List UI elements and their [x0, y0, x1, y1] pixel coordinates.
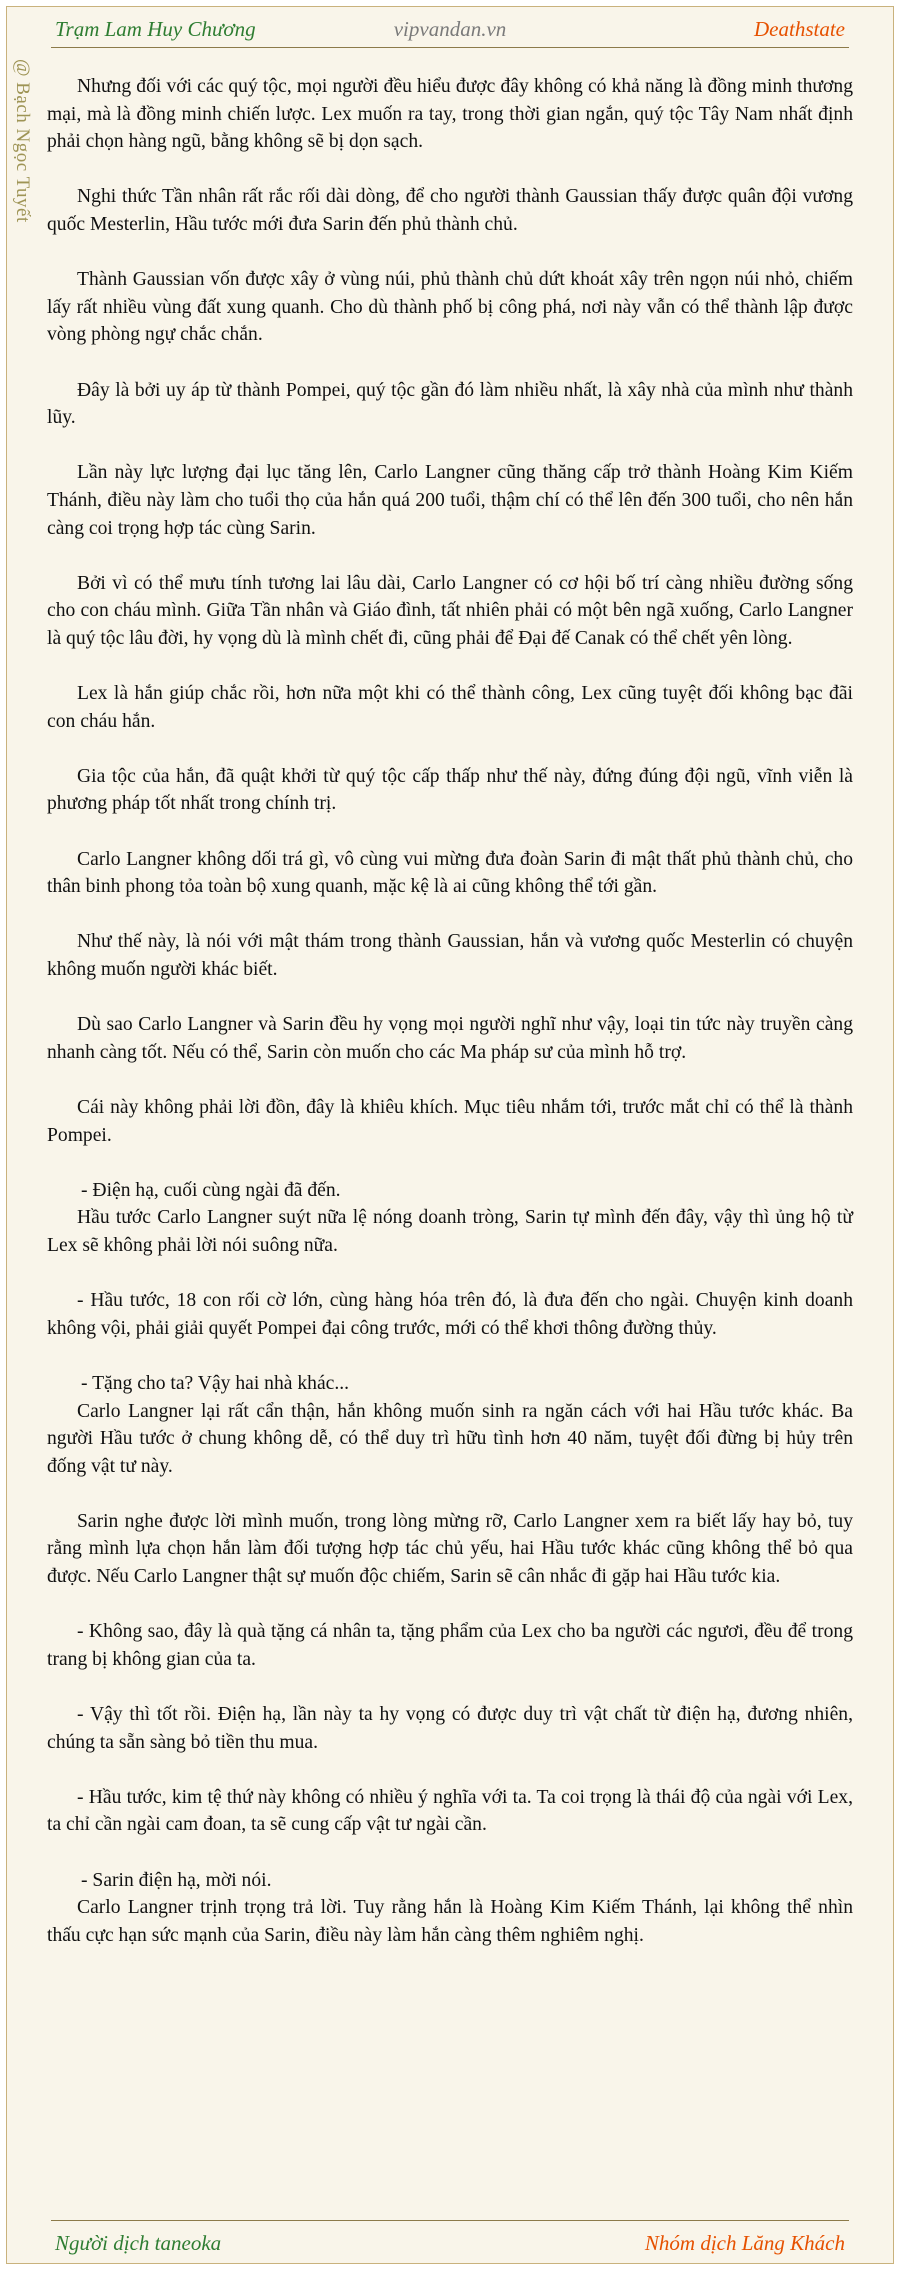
- header-right-title: Deathstate: [754, 17, 845, 41]
- paragraph: - Hầu tước, 18 con rối cờ lớn, cùng hàng hóa trên đó, là đưa đến cho ngài. Chuyện kinh doanh không vội, phải giải quyết Pompei đại công trước, mới có thể khơi thông đường thủy.: [47, 1290, 853, 1339]
- paragraph: - Vậy thì tốt rồi. Điện hạ, lần này ta hy vọng có được duy trì vật chất từ điện hạ, đương nhiên, chúng ta sẵn sàng bỏ tiền thu mua.: [47, 1704, 853, 1753]
- chapter-text: [47, 73, 853, 1977]
- paragraph: Lần này lực lượng đại lục tăng lên, Carlo Langner cũng thăng cấp trở thành Hoàng Kim Kiếm Thánh, điều này làm cho tuổi thọ của hắn quá 200 tuổi, thậm chí có thể lên đến 300 tuổi, cho nên hắn càng coi trọng hợp tác cùng Sarin.: [47, 462, 853, 539]
- paragraph: Nhưng đối với các quý tộc, mọi người đều hiểu được đây không có khả năng là đồng minh thương mại, mà là đồng minh chiến lược. Lex muốn ra tay, trong thời gian ngắn, quý tộc Tây Nam nhất định phải chọn hàng ngũ, bằng không sẽ bị dọn sạch.: [47, 76, 853, 153]
- paragraph: Đây là bởi uy áp từ thành Pompei, quý tộc gần đó làm nhiều nhất, là xây nhà của mình như thành lũy.: [47, 379, 853, 429]
- footer-translator: Người dịch taneoka: [55, 2231, 222, 2255]
- paragraph: Nghi thức Tần nhân rất rắc rối dài dòng, để cho người thành Gaussian thấy được quân đội vương quốc Mesterlin, Hầu tước mới đưa Sarin đến phủ thành chủ.: [47, 186, 853, 235]
- paragraph: Gia tộc của hắn, đã quật khởi từ quý tộc cấp thấp như thế này, đứng đúng đội ngũ, vĩnh viễn là phương pháp tốt nhất trong chính trị.: [47, 765, 853, 815]
- side-watermark: @ Bạch Ngọc Tuyết: [12, 59, 33, 223]
- book-page: [6, 6, 894, 2264]
- paragraph: - Sarin điện hạ, mời nói.: [81, 1869, 272, 1891]
- page-footer: [51, 2220, 849, 2263]
- header-left-title: Trạm Lam Huy Chương: [55, 17, 256, 41]
- paragraph: Carlo Langner không dối trá gì, vô cùng vui mừng đưa đoàn Sarin đi mật thất phủ thành chủ, cho thân binh phong tỏa toàn bộ xung quanh, mặc kệ là ai cũng không thể tới gần.: [47, 848, 853, 898]
- paragraph: - Không sao, đây là quà tặng cá nhân ta, tặng phẩm của Lex cho ba người các ngươi, đều để trong trang bị không gian của ta.: [47, 1621, 853, 1670]
- footer-group: Nhóm dịch Lăng Khách: [644, 2231, 845, 2255]
- paragraph: Như thế này, là nói với mật thám trong thành Gaussian, hắn và vương quốc Mesterlin có chuyện không muốn người khác biết.: [47, 931, 853, 980]
- paragraph: - Hầu tước, kim tệ thứ này không có nhiều ý nghĩa với ta. Ta coi trọng là thái độ của ngài với Lex, ta chỉ cần ngài cam đoan, ta sẽ cung cấp vật tư ngài cần.: [47, 1786, 853, 1836]
- paragraph: Cái này không phải lời đồn, đây là khiêu khích. Mục tiêu nhắm tới, trước mắt chỉ có thể là thành Pompei.: [47, 1096, 853, 1146]
- paragraph: Lex là hắn giúp chắc rồi, hơn nữa một khi có thể thành công, Lex cũng tuyệt đối không bạc đãi con cháu hắn.: [47, 683, 853, 732]
- paragraph: Hầu tước Carlo Langner suýt nữa lệ nóng doanh tròng, Sarin tự mình đến đây, vậy thì ủng hộ từ Lex sẽ không phải lời nói suông nữa.: [47, 1207, 853, 1256]
- header-site-link[interactable]: vipvandan.vn: [393, 17, 507, 41]
- page-header: [51, 7, 849, 48]
- paragraph: Carlo Langner trịnh trọng trả lời. Tuy rằng hắn là Hoàng Kim Kiếm Thánh, lại không thể nhìn thấu cực hạn sức mạnh của Sarin, điều này làm hắn càng thêm nghiêm nghị.: [47, 1897, 853, 1946]
- paragraph: Dù sao Carlo Langner và Sarin đều hy vọng mọi người nghĩ như vậy, loại tin tức này truyền càng nhanh càng tốt. Nếu có thể, Sarin còn muốn cho các Ma pháp sư của mình hỗ trợ.: [47, 1014, 853, 1063]
- paragraph: Sarin nghe được lời mình muốn, trong lòng mừng rỡ, Carlo Langner xem ra biết lấy hay bỏ, tuy rằng mình lựa chọn hắn làm đối tượng hợp tác chủ yếu, hai Hầu tước khác cũng không thể bỏ qua được. Nếu Carlo Langner thật sự muốn độc chiếm, Sarin sẽ cân nhắc đi gặp hai Hầu tước kia.: [47, 1510, 853, 1588]
- paragraph: Carlo Langner lại rất cẩn thận, hắn không muốn sinh ra ngăn cách với hai Hầu tước khác. Ba người Hầu tước ở chung không dễ, có thể duy trì hữu tình hơn 40 năm, tuyệt đối đừng bị hủy trên đống vật tư này.: [47, 1400, 853, 1477]
- paragraph: - Điện hạ, cuối cùng ngài đã đến.: [81, 1179, 341, 1201]
- paragraph: Bởi vì có thể mưu tính tương lai lâu dài, Carlo Langner có cơ hội bố trí càng nhiều đường sống cho con cháu mình. Giữa Tần nhân và Giáo đình, tất nhiên phải có một bên ngã xuống, Carlo Langner là quý tộc lâu đời, hy vọng dù là mình chết đi, cũng phải để Đại đế Canak có thể chết yên lòng.: [47, 572, 853, 649]
- paragraph: - Tặng cho ta? Vậy hai nhà khác...: [81, 1372, 350, 1394]
- paragraph: Thành Gaussian vốn được xây ở vùng núi, phủ thành chủ dứt khoát xây trên ngọn núi nhỏ, chiếm lấy rất nhiều vùng đất xung quanh. Cho dù thành phố bị công phá, nơi này vẫn có thể thành lập được vòng phòng ngự chắc chắn.: [47, 269, 853, 346]
